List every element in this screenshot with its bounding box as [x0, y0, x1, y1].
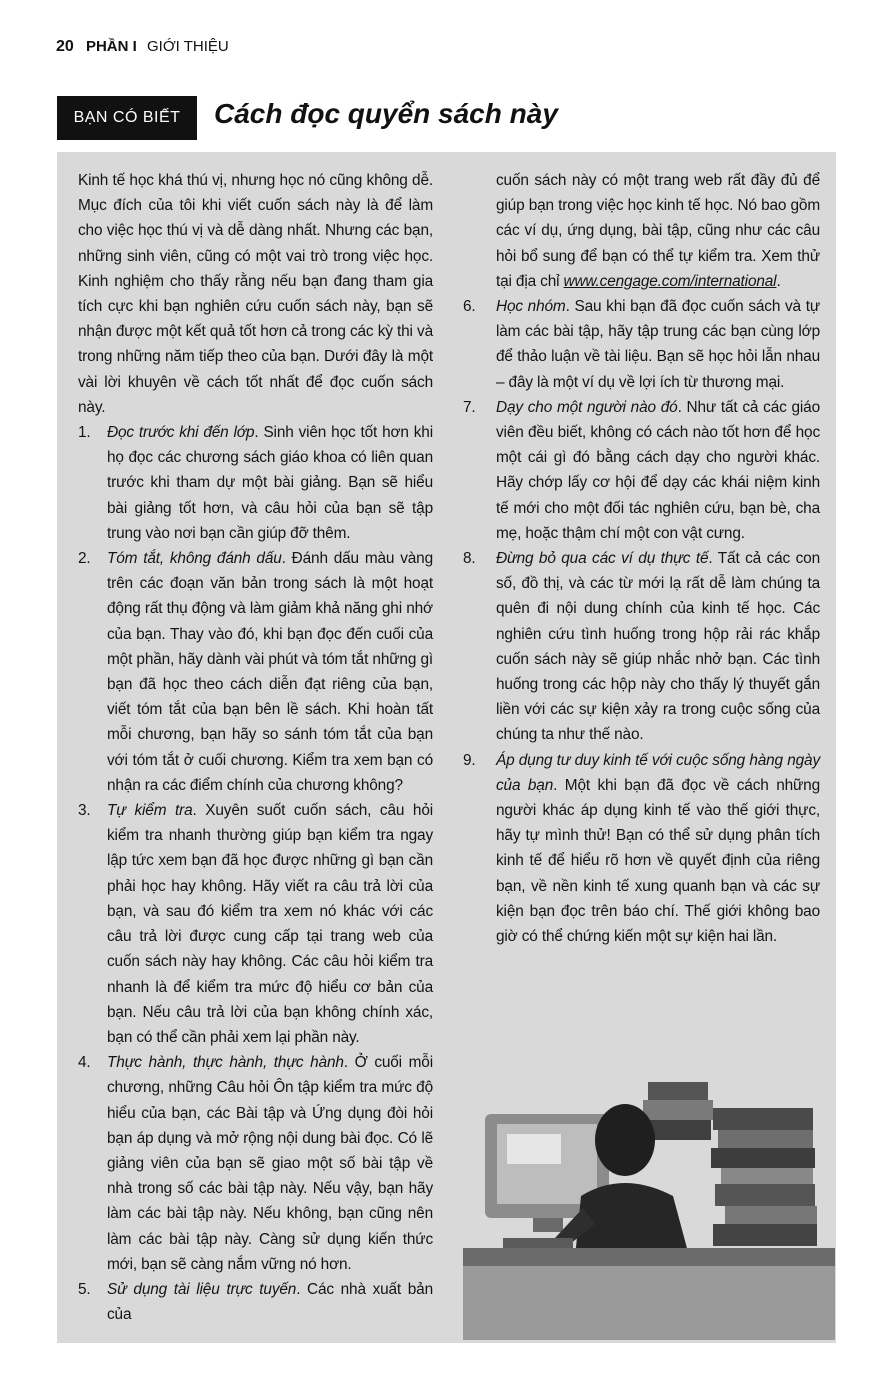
list-item	[78, 546, 433, 798]
item-lead: Thực hành, thực hành, thực hành	[107, 1054, 344, 1072]
running-header	[56, 38, 229, 60]
item-body: . Ở cuối mỗi chương, những Câu hỏi Ôn tập kiểm tra mức độ hiểu của bạn, các Bài tập và Ứng dụng đòi hỏi bạn áp dụng và mở rộng nội dung bài đọc. Có lẽ giảng viên của bạn sẽ giao một số bài tập về nhà trong số các bài tập này. Nếu vậy, bạn hãy làm các bài tập này. Nếu không, bạn cũng nên làm các bài tập này. Càng sử dụng kiến thức mới, bạn sẽ càng nắm vững nó hơn.	[107, 1054, 433, 1273]
right-column	[463, 168, 820, 949]
item-number: 9.	[463, 751, 476, 769]
intro-paragraph: Kinh tế học khá thú vị, nhưng học nó cũng không dễ. Mục đích của tôi khi viết cuốn sách này là để làm cho việc học thú vị và dễ dàng nhất. Nhưng các bạn, những sinh viên, cũng có một vai trò trong việc học. Kinh nghiệm cho thấy rằng nếu bạn đang tham gia tích cực khi bạn nghiên cứu cuốn sách này, bạn sẽ nhận được một kết quả tốt hơn cả trong các kỳ thi và trong những năm tiếp theo của bạn. Dưới đây là một vài lời khuyên về cách tốt nhất để đọc cuốn sách này.	[78, 172, 433, 416]
chapter-label: GIỚI THIỆU	[146, 38, 229, 55]
student-at-computer-with-books-illustration	[463, 1078, 835, 1340]
item-lead: Đọc trước khi đến lớp	[107, 424, 255, 442]
item-body: . Tất cả các con số, đồ thị, và các từ mới lạ rất dễ làm chúng ta quên đi nội dung chính của kinh tế học. Các nghiên cứu tình huống trong hộp rải rác khắp cuốn sách này sẽ giúp nhắc nhở bạn. Các tình huống trong các hộp này cho thấy lý thuyết gắn liền với các sự kiện xảy ra trong cuộc sống của chúng ta như thế nào.	[496, 550, 821, 744]
box-title: Cách đọc quyển sách này	[214, 98, 558, 129]
item-number: 7.	[463, 398, 476, 416]
list-item	[78, 1050, 433, 1277]
list-item	[463, 294, 820, 395]
item-body: . Xuyên suốt cuốn sách, câu hỏi kiểm tra nhanh thường giúp bạn kiểm tra ngay lập tức xem bạn đã học được những gì bạn cần phải học hay không. Hãy viết ra câu trả lời của bạn, và sau đó kiểm tra xem nó khác với các câu trả lời được cung cấp tại trang web của cuốn sách này hay không. Các câu hỏi kiểm tra nhanh là để kiểm tra mức độ hiểu cơ bản của bạn. Nếu câu trả lời của bạn không chính xác, bạn có thể cần phải xem lại phần này.	[107, 802, 434, 1046]
part-label: PHẦN I	[85, 38, 137, 55]
item-lead: Dạy cho một người nào đó	[496, 398, 678, 416]
page-number: 20	[56, 38, 74, 55]
box-tag-label: BẠN CÓ BIẾT	[73, 109, 181, 126]
item-lead: Tự kiểm tra	[107, 802, 193, 820]
item-number: 8.	[463, 550, 476, 568]
book-stack-right	[711, 1108, 817, 1246]
item-number: 4.	[78, 1054, 91, 1072]
list-item	[463, 546, 820, 748]
list-item	[78, 1277, 433, 1327]
website-link[interactable]: www.cengage.com/international	[563, 272, 777, 290]
item-lead: Tóm tắt, không đánh dấu	[107, 550, 282, 568]
item-number: 2.	[78, 550, 91, 568]
item-number: 3.	[78, 802, 91, 820]
list-item	[78, 420, 433, 546]
item-body: . Đánh dấu màu vàng trên các đoạn văn bản trong sách là một hoạt động rất thụ động và làm giảm khả năng ghi nhớ của bạn. Thay vào đó, khi bạn đọc đến cuối của một phần, hãy dành vài phút và tóm tắt những gì bạn đã học theo cách diễn đạt riêng của bạn, viết tóm tắt của bạn bên lề sách. Khi hoàn tất mỗi chương, bạn hãy so sánh tóm tắt của bạn với tóm tắt ở cuối chương. Kiểm tra xem bạn có nhận ra các điểm chính của chương không?	[107, 550, 433, 794]
item-number: 6.	[463, 298, 476, 316]
item-body: . Một khi bạn đã đọc về cách những người khác áp dụng kinh tế vào thế giới thực, hãy tự mình thử! Bạn có thể sử dụng phân tích kinh tế để hiểu rõ hơn về quyết định của riêng bạn, về nền kinh tế xung quanh bạn và các sự kiện bạn đọc trên báo chí. Thế giới không bao giờ có thể chứng kiến một sự kiện hai lần.	[496, 776, 820, 946]
item-lead: Đừng bỏ qua các ví dụ thực tế	[496, 550, 709, 568]
desk	[463, 1238, 835, 1340]
item-body-end: .	[776, 272, 781, 290]
box-tag	[57, 96, 197, 140]
item-body: . Sau khi bạn đã đọc cuốn sách và tự làm các bài tập, hãy tập trung các bạn cùng lớp để thảo luận về tài liệu. Bạn sẽ học hỏi lẫn nhau – đây là một ví dụ về lợi ích từ thương mại.	[496, 298, 820, 391]
list-item	[463, 395, 820, 546]
item-body: . Các nhà xuất bản của	[107, 1280, 433, 1324]
item-body: . Như tất cả các giáo viên đều biết, không có cách nào tốt hơn để học một cái gì đó bằng cách dạy cho người khác. Hãy chớp lấy cơ hội để dạy các khái niệm kinh tế mới cho một đối tác nghiên cứu, bạn bè, cha mẹ, hoặc thậm chí một con vật cưng.	[496, 398, 820, 542]
list-item-continued	[463, 168, 820, 294]
item-number: 1.	[78, 424, 91, 442]
item-lead: Áp dụng tư duy kinh tế với cuộc sống hàng ngày của bạn	[496, 751, 820, 794]
item-body: . Sinh viên học tốt hơn khi họ đọc các chương sách giáo khoa có liên quan trước khi tham dự một bài giảng. Bạn sẽ hiểu bài giảng tốt hơn, và câu hỏi của bạn sẽ tập trung vào nơi bạn cần giúp đỡ thêm.	[107, 424, 433, 542]
list-item	[78, 798, 433, 1050]
item-lead: Học nhóm	[496, 298, 566, 316]
left-column	[78, 168, 433, 1327]
list-item	[463, 748, 820, 950]
item-body: cuốn sách này có một trang web rất đầy đủ để giúp bạn trong việc học kinh tế học. Nó bao gồm các ví dụ, ứng dụng, bài tập, cũng như các câu hỏi bổ sung để bạn có thể tự kiểm tra. Xem thử tại địa chỉ	[496, 172, 820, 290]
item-lead: Sử dụng tài liệu trực tuyến	[107, 1280, 297, 1298]
item-number: 5.	[78, 1280, 91, 1298]
